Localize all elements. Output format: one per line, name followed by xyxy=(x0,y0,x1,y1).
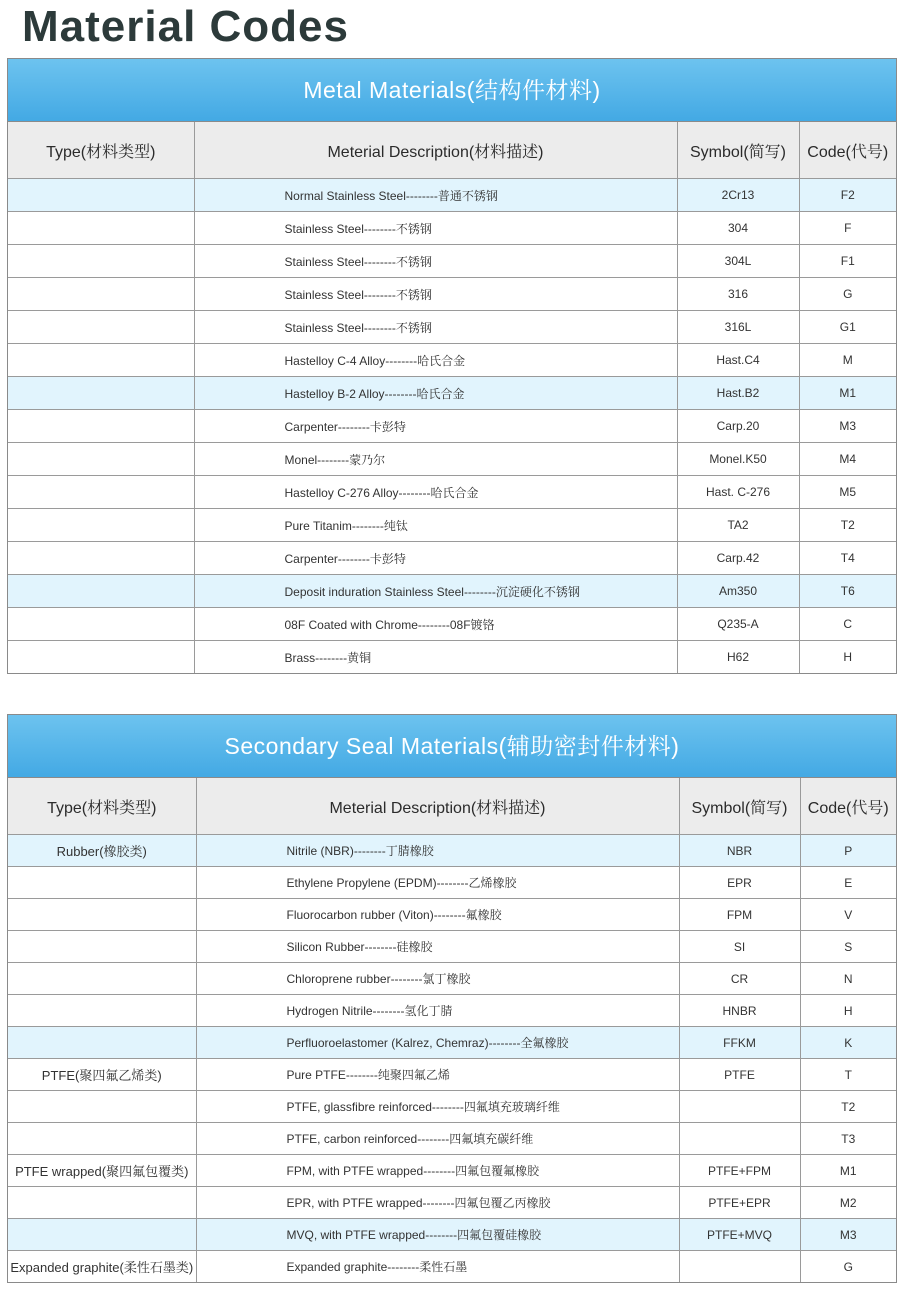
material-code-cell: M3 xyxy=(799,410,896,443)
table-row xyxy=(8,212,896,245)
material-code-cell: T4 xyxy=(799,542,896,575)
material-code-cell: M xyxy=(799,344,896,377)
material-type-cell xyxy=(8,278,194,311)
table-row xyxy=(8,245,896,278)
table-row xyxy=(8,542,896,575)
material-type-cell: Expanded graphite(柔性石墨类) xyxy=(8,1251,196,1283)
material-description-cell: Stainless Steel--------不锈钢 xyxy=(194,311,677,344)
material-type-cell: Rubber(橡胶类) xyxy=(8,835,196,867)
material-type-cell xyxy=(8,476,194,509)
material-symbol-cell: PTFE+FPM xyxy=(679,1155,800,1187)
material-symbol-cell xyxy=(679,1123,800,1155)
material-description-cell: MVQ, with PTFE wrapped--------四氟包覆硅橡胶 xyxy=(196,1219,679,1251)
column-header-code: Code(代号) xyxy=(800,778,896,835)
material-symbol-cell: Carp.20 xyxy=(677,410,799,443)
material-description-cell: EPR, with PTFE wrapped--------四氟包覆乙丙橡胶 xyxy=(196,1187,679,1219)
material-type-cell xyxy=(8,1187,196,1219)
metal-materials-title: Metal Materials(结构件材料) xyxy=(8,59,896,122)
material-code-cell: M1 xyxy=(799,377,896,410)
table-row xyxy=(8,443,896,476)
material-description-cell: Expanded graphite--------柔性石墨 xyxy=(196,1251,679,1283)
material-type-cell xyxy=(8,344,194,377)
material-symbol-cell: FFKM xyxy=(679,1027,800,1059)
material-type-cell xyxy=(8,245,194,278)
material-type-cell xyxy=(8,1123,196,1155)
material-code-cell: M3 xyxy=(800,1219,896,1251)
material-symbol-cell: 2Cr13 xyxy=(677,179,799,212)
material-symbol-cell: 304L xyxy=(677,245,799,278)
material-description-cell: PTFE, glassfibre reinforced--------四氟填充玻璃纤维 xyxy=(196,1091,679,1123)
material-code-cell: M4 xyxy=(799,443,896,476)
material-description-cell: Chloroprene rubber--------氯丁橡胶 xyxy=(196,963,679,995)
material-type-cell xyxy=(8,575,194,608)
table-row xyxy=(8,311,896,344)
material-code-cell: T xyxy=(800,1059,896,1091)
material-code-cell: G1 xyxy=(799,311,896,344)
material-description-cell: Carpenter--------卡彭特 xyxy=(194,542,677,575)
material-type-cell: PTFE(聚四氟乙烯类) xyxy=(8,1059,196,1091)
material-code-cell: M1 xyxy=(800,1155,896,1187)
material-description-cell: PTFE, carbon reinforced--------四氟填充碳纤维 xyxy=(196,1123,679,1155)
material-symbol-cell: Carp.42 xyxy=(677,542,799,575)
material-description-cell: Stainless Steel--------不锈钢 xyxy=(194,212,677,245)
material-type-cell xyxy=(8,931,196,963)
page-title: Material Codes xyxy=(22,2,349,51)
column-header-symbol: Symbol(简写) xyxy=(679,778,800,835)
material-code-cell: M2 xyxy=(800,1187,896,1219)
table-row xyxy=(8,963,896,995)
material-description-cell: Carpenter--------卡彭特 xyxy=(194,410,677,443)
table-row xyxy=(8,1219,896,1251)
material-description-cell: Nitrile (NBR)--------丁腈橡胶 xyxy=(196,835,679,867)
column-header-type: Type(材料类型) xyxy=(8,778,196,835)
material-type-cell xyxy=(8,212,194,245)
material-description-cell: Brass--------黄铜 xyxy=(194,641,677,674)
table-row xyxy=(8,995,896,1027)
material-code-cell: F1 xyxy=(799,245,896,278)
material-code-cell: G xyxy=(800,1251,896,1283)
material-symbol-cell: SI xyxy=(679,931,800,963)
column-header-symbol: Symbol(简写) xyxy=(677,122,799,179)
material-symbol-cell: Monel.K50 xyxy=(677,443,799,476)
material-description-cell: Stainless Steel--------不锈钢 xyxy=(194,278,677,311)
material-code-cell: M5 xyxy=(799,476,896,509)
material-symbol-cell: TA2 xyxy=(677,509,799,542)
material-code-cell: T2 xyxy=(799,509,896,542)
material-type-cell xyxy=(8,1219,196,1251)
material-type-cell xyxy=(8,608,194,641)
material-symbol-cell: Am350 xyxy=(677,575,799,608)
metal-materials-table xyxy=(8,122,896,673)
material-symbol-cell: Hast.C4 xyxy=(677,344,799,377)
column-header-type: Type(材料类型) xyxy=(8,122,194,179)
material-code-cell: T2 xyxy=(800,1091,896,1123)
material-type-cell xyxy=(8,542,194,575)
table-row xyxy=(8,1251,896,1283)
material-description-cell: Perfluoroelastomer (Kalrez, Chemraz)--------全氟橡胶 xyxy=(196,1027,679,1059)
material-description-cell: Stainless Steel--------不锈钢 xyxy=(194,245,677,278)
material-symbol-cell: 316L xyxy=(677,311,799,344)
table-row xyxy=(8,179,896,212)
material-description-cell: Silicon Rubber--------硅橡胶 xyxy=(196,931,679,963)
table-row xyxy=(8,1155,896,1187)
material-symbol-cell: FPM xyxy=(679,899,800,931)
material-symbol-cell xyxy=(679,1091,800,1123)
material-type-cell xyxy=(8,410,194,443)
table-row xyxy=(8,377,896,410)
table-row xyxy=(8,899,896,931)
secondary-seal-materials-table xyxy=(8,778,896,1282)
material-symbol-cell: NBR xyxy=(679,835,800,867)
material-description-cell: Hastelloy C-276 Alloy--------哈氏合金 xyxy=(194,476,677,509)
metal-materials-section xyxy=(7,58,897,674)
material-type-cell xyxy=(8,867,196,899)
column-header-code: Code(代号) xyxy=(799,122,896,179)
material-code-cell: H xyxy=(800,995,896,1027)
material-code-cell: C xyxy=(799,608,896,641)
material-description-cell: Fluorocarbon rubber (Viton)--------氟橡胶 xyxy=(196,899,679,931)
material-code-cell: N xyxy=(800,963,896,995)
material-symbol-cell: Hast. C-276 xyxy=(677,476,799,509)
material-symbol-cell: Hast.B2 xyxy=(677,377,799,410)
material-type-cell xyxy=(8,443,194,476)
material-symbol-cell: PTFE+MVQ xyxy=(679,1219,800,1251)
table-row xyxy=(8,344,896,377)
material-symbol-cell: EPR xyxy=(679,867,800,899)
table-row xyxy=(8,1059,896,1091)
material-type-cell xyxy=(8,311,194,344)
material-description-cell: Pure Titanim--------纯钛 xyxy=(194,509,677,542)
table-row xyxy=(8,575,896,608)
table-row xyxy=(8,835,896,867)
material-description-cell: FPM, with PTFE wrapped--------四氟包覆氟橡胶 xyxy=(196,1155,679,1187)
table-row xyxy=(8,931,896,963)
material-type-cell xyxy=(8,509,194,542)
material-symbol-cell: 316 xyxy=(677,278,799,311)
table-row xyxy=(8,1027,896,1059)
material-type-cell xyxy=(8,641,194,674)
column-header-description: Meterial Description(材料描述) xyxy=(196,778,679,835)
material-code-cell: F xyxy=(799,212,896,245)
material-description-cell: Hydrogen Nitrile--------氢化丁腈 xyxy=(196,995,679,1027)
secondary-seal-materials-section xyxy=(7,714,897,1283)
table-row xyxy=(8,278,896,311)
material-symbol-cell: H62 xyxy=(677,641,799,674)
material-type-cell xyxy=(8,179,194,212)
table-row xyxy=(8,867,896,899)
material-code-cell: T6 xyxy=(799,575,896,608)
material-symbol-cell: HNBR xyxy=(679,995,800,1027)
material-description-cell: Deposit induration Stainless Steel--------沉淀硬化不锈钢 xyxy=(194,575,677,608)
material-description-cell: Hastelloy B-2 Alloy--------哈氏合金 xyxy=(194,377,677,410)
table-header-row xyxy=(8,122,896,179)
material-type-cell xyxy=(8,963,196,995)
material-code-cell: V xyxy=(800,899,896,931)
material-description-cell: 08F Coated with Chrome--------08F镀铬 xyxy=(194,608,677,641)
material-description-cell: Pure PTFE--------纯聚四氟乙烯 xyxy=(196,1059,679,1091)
material-symbol-cell: PTFE+EPR xyxy=(679,1187,800,1219)
secondary-seal-materials-title: Secondary Seal Materials(辅助密封件材料) xyxy=(8,715,896,778)
material-code-cell: H xyxy=(799,641,896,674)
material-type-cell xyxy=(8,1091,196,1123)
table-row xyxy=(8,608,896,641)
material-type-cell xyxy=(8,377,194,410)
material-type-cell xyxy=(8,899,196,931)
material-type-cell: PTFE wrapped(聚四氟包覆类) xyxy=(8,1155,196,1187)
table-header-row xyxy=(8,778,896,835)
material-description-cell: Ethylene Propylene (EPDM)--------乙烯橡胶 xyxy=(196,867,679,899)
material-type-cell xyxy=(8,1027,196,1059)
material-symbol-cell: CR xyxy=(679,963,800,995)
material-description-cell: Hastelloy C-4 Alloy--------哈氏合金 xyxy=(194,344,677,377)
table-row xyxy=(8,476,896,509)
material-code-cell: K xyxy=(800,1027,896,1059)
table-row xyxy=(8,1091,896,1123)
material-code-cell: G xyxy=(799,278,896,311)
table-row xyxy=(8,509,896,542)
material-description-cell: Normal Stainless Steel--------普通不锈钢 xyxy=(194,179,677,212)
material-symbol-cell: PTFE xyxy=(679,1059,800,1091)
material-symbol-cell: 304 xyxy=(677,212,799,245)
table-row xyxy=(8,1187,896,1219)
material-description-cell: Monel--------蒙乃尔 xyxy=(194,443,677,476)
column-header-description: Meterial Description(材料描述) xyxy=(194,122,677,179)
material-code-cell: F2 xyxy=(799,179,896,212)
table-row xyxy=(8,410,896,443)
material-code-cell: E xyxy=(800,867,896,899)
table-row xyxy=(8,641,896,674)
material-code-cell: P xyxy=(800,835,896,867)
material-code-cell: S xyxy=(800,931,896,963)
material-code-cell: T3 xyxy=(800,1123,896,1155)
material-type-cell xyxy=(8,995,196,1027)
material-symbol-cell: Q235-A xyxy=(677,608,799,641)
material-symbol-cell xyxy=(679,1251,800,1283)
table-row xyxy=(8,1123,896,1155)
